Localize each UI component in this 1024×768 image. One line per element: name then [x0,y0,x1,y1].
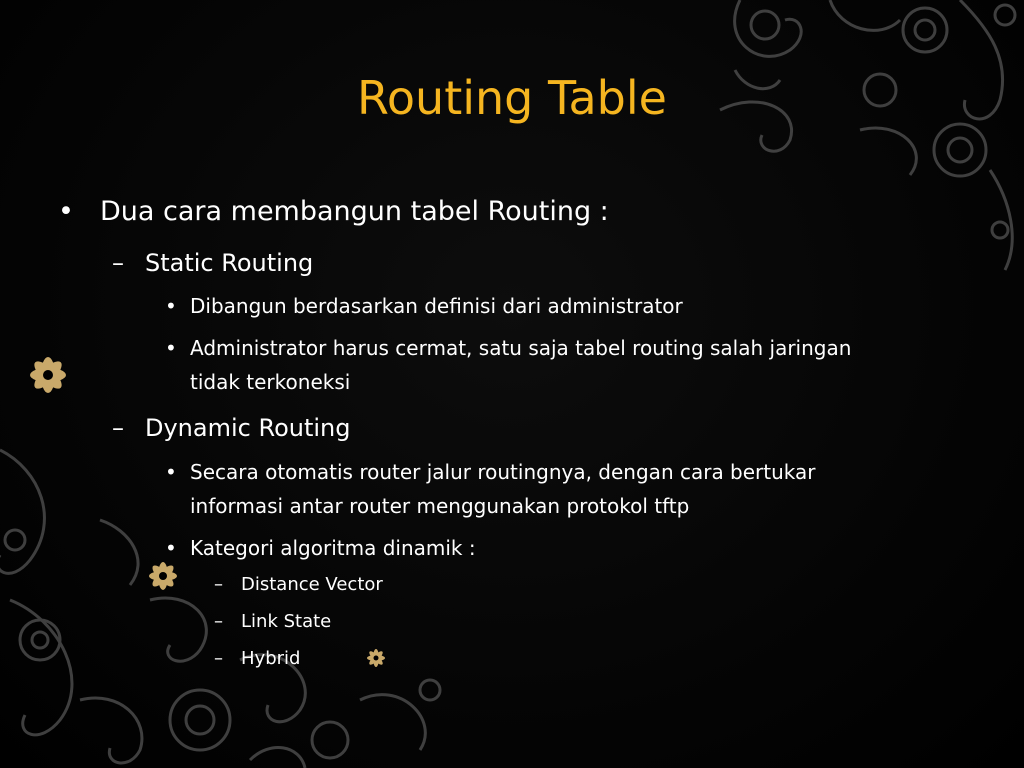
bullet-marker: • [165,460,177,484]
dash-marker: – [214,648,223,669]
bullet-marker: • [165,294,177,318]
bullet-marker: • [58,196,74,227]
dash-marker: – [214,611,223,632]
bullet-marker: • [165,336,177,360]
bullet-text: Administrator harus cermat, satu saja tabel routing salah jaringan [190,336,852,360]
subheading-text: Dynamic Routing [145,414,351,442]
bullet-dynamic-1-continued [190,489,689,523]
bullet-text: Kategori algoritma dinamik : [190,536,476,560]
bullet-text: tidak terkoneksi [190,370,351,394]
dash-marker: – [112,414,124,442]
bullet-text: Dibangun berdasarkan definisi dari administrator [190,294,683,318]
bullet-text: Secara otomatis router jalur routingnya, dengan cara bertukar [190,460,816,484]
bullet-static-2-continued [190,365,350,399]
bullet-marker: • [165,536,177,560]
bullet-text: Dua cara membangun tabel Routing : [100,196,609,227]
algo-text: Hybrid [241,648,301,669]
dash-marker: – [112,249,124,277]
algo-text: Distance Vector [241,574,383,595]
slide-title: Routing Table [357,71,667,125]
algo-text: Link State [241,611,332,632]
subheading-text: Static Routing [145,249,314,277]
bullet-text: informasi antar router menggunakan protokol tftp [190,494,690,518]
dash-marker: – [214,574,223,595]
